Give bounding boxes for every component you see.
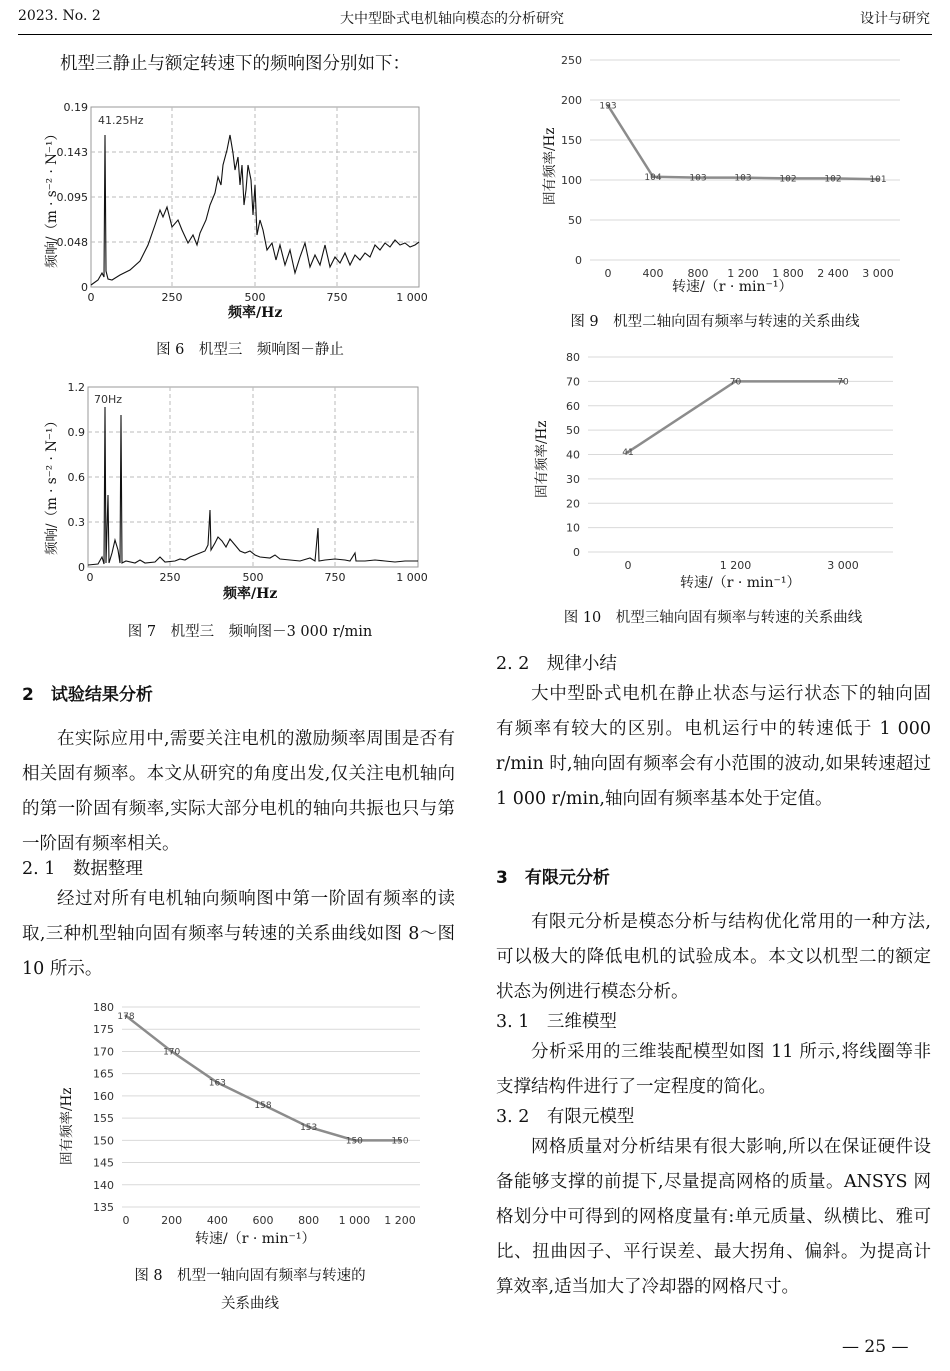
fig6-ytick: 0 [81, 281, 88, 294]
fig6-caption: 图 6 机型三 频响图－静止 [156, 342, 344, 358]
fig7-peak-label: 70Hz [94, 393, 123, 406]
fig6-plot [56, 95, 440, 325]
fig7-ytick: 0 [78, 561, 85, 574]
data-label: 170 [163, 1047, 181, 1058]
data-label: 70 [729, 377, 742, 388]
x-tick-label: 0 [624, 559, 632, 572]
x-tick-label: 1 200 [719, 559, 752, 572]
y-tick-label: 200 [561, 94, 582, 107]
y-tick-label: 180 [93, 1001, 114, 1014]
fig7-plot [60, 375, 440, 605]
fig10-plot [548, 345, 918, 575]
fig8-caption [60, 1262, 440, 1318]
y-tick-label: 140 [93, 1178, 114, 1192]
fig9-plot [550, 48, 920, 278]
data-label: 41 [622, 448, 634, 459]
fig7-xlabel: 频率/Hz [223, 586, 278, 602]
y-tick-label: 135 [93, 1201, 114, 1214]
x-tick-label: 1 000 [338, 1214, 371, 1227]
section-2-heading: 2 试验结果分析 [22, 685, 153, 705]
x-tick-label: 2 400 [817, 267, 849, 280]
section-3-heading: 3 有限元分析 [496, 868, 610, 888]
fig7-caption: 图 7 机型三 频响图－3 000 r/min [127, 624, 373, 640]
y-tick-label: 170 [93, 1045, 114, 1059]
y-tick-label: 150 [561, 134, 582, 147]
x-tick-label: 1 800 [772, 267, 804, 280]
section-2-paragraph-1: 在实际应用中,需要关注电机的激励频率周围是否有相关固有频率。本文从研究的角度出发,仅关注电机轴向的第一阶固有频率,实际大部分电机的轴向共振也只与第一阶固有频率相关。 [22, 729, 455, 854]
fig6-ytick: 0.143 [56, 146, 88, 159]
data-label: 102 [824, 174, 842, 185]
fig10-ylabel: 固有频率/Hz [534, 420, 550, 498]
fig6-xtick: 250 [161, 291, 183, 304]
x-tick-label: 200 [161, 1214, 183, 1227]
data-label: 103 [689, 173, 707, 184]
x-tick-label: 0 [122, 1214, 130, 1227]
page-number: — 25 — [842, 1337, 909, 1357]
section-name: 设计与研究 [860, 11, 930, 27]
y-tick-label: 50 [566, 424, 580, 438]
y-tick-label: 40 [566, 448, 580, 462]
fig7-xtick: 750 [324, 571, 346, 584]
fig6-ytick: 0.095 [56, 191, 88, 204]
y-tick-label: 50 [568, 214, 582, 227]
x-tick-label: 800 [298, 1214, 320, 1227]
y-tick-label: 250 [561, 54, 582, 67]
data-label: 163 [208, 1078, 226, 1089]
data-label: 101 [869, 175, 887, 186]
fig6-xtick: 1 000 [396, 291, 428, 304]
x-tick-label: 3 000 [862, 267, 894, 280]
fig7-xtick: 0 [86, 571, 94, 584]
x-tick-label: 1 200 [727, 267, 759, 280]
fig7-xtick: 500 [242, 571, 264, 584]
y-tick-label: 70 [566, 375, 580, 389]
y-tick-label: 60 [566, 399, 580, 413]
data-label: 178 [117, 1011, 135, 1022]
y-tick-label: 100 [561, 174, 582, 187]
data-label: 104 [644, 172, 662, 183]
fig9-ylabel: 固有频率/Hz [542, 127, 558, 205]
x-tick-label: 3 000 [827, 559, 859, 572]
section-3-paragraph-2: 分析采用的三维装配模型如图 11 所示,将线圈等非支撑结构件进行了一定程度的简化。 [496, 1042, 931, 1097]
subsection-3-1-heading: 3. 1 三维模型 [496, 1012, 617, 1032]
fig9-caption: 图 9 机型二轴向固有频率与转速的关系曲线 [570, 314, 860, 330]
fig6-xtick: 750 [326, 291, 348, 304]
y-tick-label: 20 [566, 497, 580, 511]
section-3-paragraph-1: 有限元分析是模态分析与结构优化常用的一种方法,可以极大的降低电机的试验成本。本文以机型二的额定状态为例进行模态分析。 [496, 912, 931, 1002]
data-label: 153 [300, 1123, 318, 1133]
x-tick-label: 800 [687, 267, 709, 280]
fig7-ylabel: 频响/（m · s⁻² · N⁻¹） [44, 414, 60, 555]
data-label: 102 [779, 174, 797, 185]
fig8-plot [60, 995, 440, 1225]
y-tick-label: 160 [93, 1089, 114, 1103]
y-tick-label: 30 [566, 472, 580, 486]
fig8-caption-line2: 关系曲线 [221, 1296, 279, 1312]
journal-issue: 2023. No. 2 [18, 8, 101, 24]
fig8-xlabel: 转速/（r · min⁻¹） [195, 1231, 316, 1247]
x-tick-label: 400 [642, 267, 664, 280]
fig6-xtick: 0 [87, 291, 95, 304]
fig6-ytick: 0.19 [63, 101, 88, 114]
section-2-paragraph-2: 经过对所有电机轴向频响图中第一阶固有频率的读取,三种机型轴向固有频率与转速的关系曲线如图 8～图 10 所示。 [22, 889, 455, 979]
y-tick-label: 0 [573, 546, 580, 559]
header-rule [18, 34, 932, 35]
data-label: 103 [734, 173, 752, 184]
fig6-ytick: 0.048 [56, 236, 88, 249]
fig6-xtick: 500 [244, 291, 266, 304]
x-tick-label: 1 200 [384, 1214, 416, 1227]
data-label: 158 [254, 1100, 272, 1111]
y-tick-label: 10 [566, 521, 580, 535]
series-line [628, 381, 843, 452]
y-tick-label: 150 [93, 1134, 114, 1148]
y-tick-label: 165 [93, 1067, 114, 1081]
fig10-xlabel: 转速/（r · min⁻¹） [680, 575, 801, 591]
subsection-3-2-heading: 3. 2 有限元模型 [496, 1107, 635, 1127]
fig6-ylabel: 频响/（m · s⁻² · N⁻¹） [44, 127, 60, 268]
data-label: 150 [391, 1136, 409, 1147]
data-label: 150 [345, 1136, 363, 1147]
x-tick-label: 600 [252, 1214, 274, 1227]
y-tick-label: 155 [93, 1112, 114, 1126]
series-line [126, 1016, 400, 1140]
subsection-2-1-heading: 2. 1 数据整理 [22, 859, 143, 879]
fig7-xtick: 1 000 [396, 571, 428, 584]
y-tick-label: 175 [93, 1023, 114, 1037]
subsection-2-2-heading: 2. 2 规律小结 [496, 654, 617, 674]
fig7-ytick: 0.9 [67, 426, 85, 439]
series-line [608, 106, 878, 180]
y-tick-label: 80 [566, 351, 580, 364]
fig6-xlabel: 频率/Hz [228, 305, 283, 321]
y-tick-label: 0 [575, 254, 582, 267]
fig7-ytick: 1.2 [67, 381, 85, 394]
data-label: 70 [837, 377, 849, 388]
section-3-paragraph-3: 网格质量对分析结果有很大影响,所以在保证硬件设备能够支撑的前提下,尽量提高网格的质量。ANSYS 网格划分中可得到的网格度量有:单元质量、纵横比、雅可比、扭曲因子、平行误差、最大拐角、偏斜。为提高计算效率,适当加大了冷却器的网格尺寸。 [496, 1137, 931, 1297]
y-tick-label: 145 [93, 1156, 114, 1170]
x-tick-label: 400 [206, 1214, 228, 1227]
data-label: 193 [599, 101, 617, 112]
fig6-peak-label: 41.25Hz [98, 114, 144, 127]
fig7-ytick: 0.3 [67, 516, 85, 529]
fig9-xlabel: 转速/（r · min⁻¹） [672, 279, 793, 295]
running-title: 大中型卧式电机轴向模态的分析研究 [340, 11, 564, 27]
intro-line: 机型三静止与额定转速下的频响图分别如下： [60, 54, 410, 74]
fig8-ylabel: 固有频率/Hz [59, 1087, 75, 1165]
fig7-xtick: 250 [159, 571, 181, 584]
fig7-ytick: 0.6 [67, 471, 85, 484]
section-2-paragraph-3: 大中型卧式电机在静止状态与运行状态下的轴向固有频率有较大的区别。电机运行中的转速低于 1 000 r/min 时,轴向固有频率会有小范围的波动,如果转速超过 1 000 r/min,轴向固有频率基本处于定值。 [496, 684, 931, 809]
fig8-caption-line1: 图 8 机型一轴向固有频率与转速的 [134, 1268, 366, 1284]
fig10-caption: 图 10 机型三轴向固有频率与转速的关系曲线 [563, 610, 863, 626]
x-tick-label: 0 [604, 267, 612, 280]
